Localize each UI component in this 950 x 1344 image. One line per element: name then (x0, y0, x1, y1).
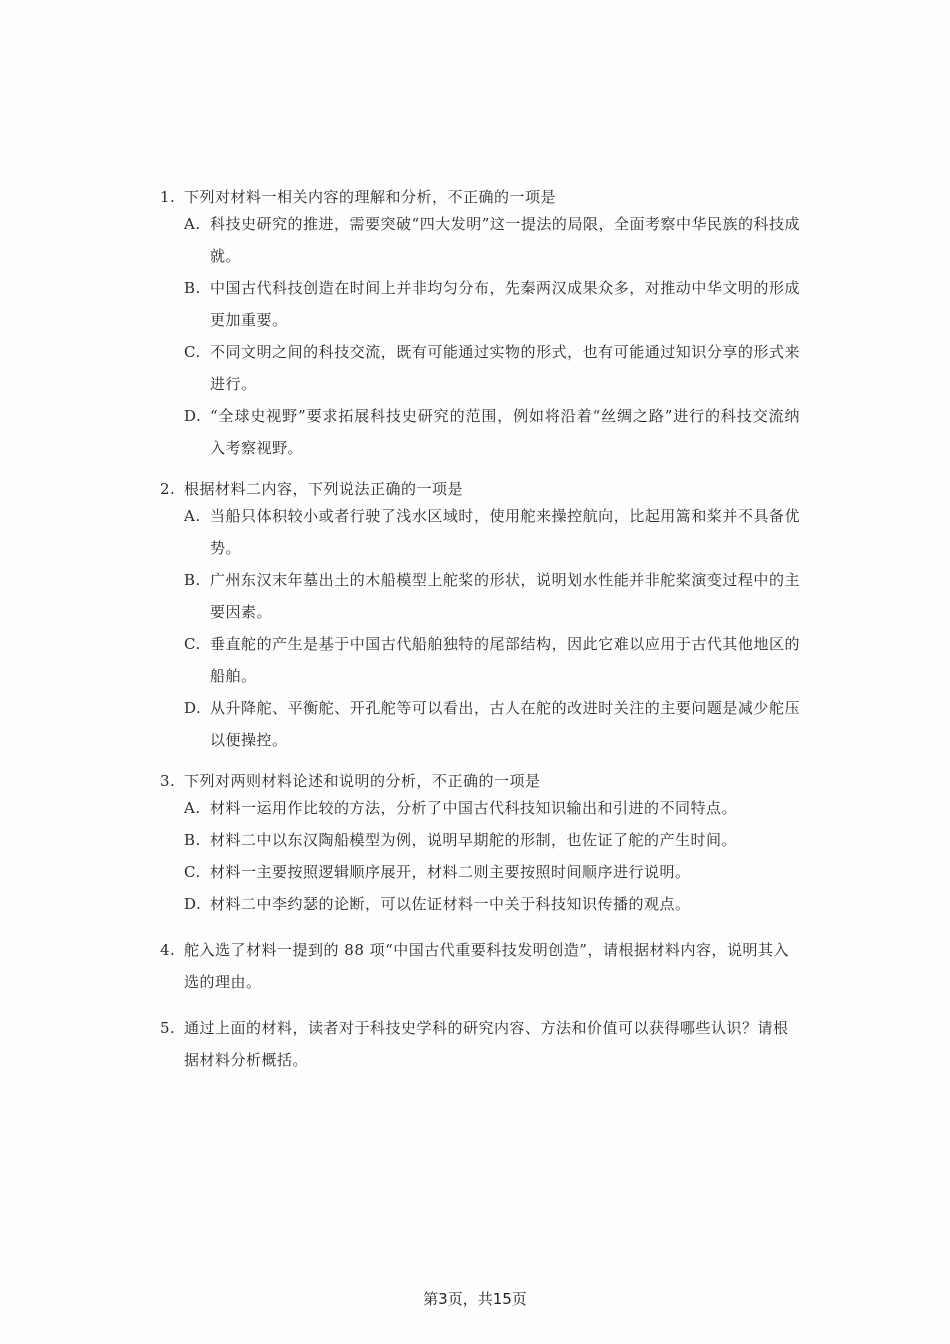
option-letter: B. (184, 571, 201, 589)
option-letter: C. (184, 635, 201, 653)
question-number: 5. (160, 1019, 176, 1037)
option-b (184, 824, 800, 856)
question-number: 2. (160, 480, 176, 498)
question-spacer (160, 920, 800, 934)
option-letter: D. (184, 699, 202, 717)
option-d (184, 400, 800, 464)
option-text: 不同文明之间的科技交流，既有可能通过实物的形式，也有可能通过知识分享的形式来进行。 (210, 343, 800, 393)
question-list (160, 186, 800, 1090)
option-text: 材料二中李约瑟的论断，可以佐证材料一中关于科技知识传播的观点。 (210, 895, 691, 913)
question-number: 3. (160, 772, 176, 790)
option-text: 材料二中以东汉陶船模型为例，说明早期舵的形制，也佐证了舵的产生时间。 (210, 831, 738, 849)
question-spacer (160, 998, 800, 1012)
option-letter: D. (184, 895, 202, 913)
option-text: 材料一主要按照逻辑顺序展开，材料二则主要按照时间顺序进行说明。 (210, 863, 691, 881)
question-spacer (160, 1076, 800, 1090)
option-a (184, 500, 800, 564)
option-letter: C. (184, 343, 201, 361)
question-1 (160, 186, 800, 464)
page-number: 第3页，共15页 (423, 1290, 527, 1308)
question-5 (160, 1012, 800, 1076)
option-text: 材料一运用作比较的方法，分析了中国古代科技知识输出和引进的不同特点。 (210, 799, 738, 817)
option-b (184, 564, 800, 628)
question-stem: 下列对材料一相关内容的理解和分析，不正确的一项是 (184, 188, 557, 206)
question-2 (160, 478, 800, 756)
option-c (184, 336, 800, 400)
option-c (184, 856, 800, 888)
option-a (184, 792, 800, 824)
question-stem: 根据材料二内容，下列说法正确的一项是 (184, 480, 464, 498)
option-c (184, 628, 800, 692)
option-letter: C. (184, 863, 201, 881)
option-text: 广州东汉末年墓出土的木船模型上舵桨的形状，说明划水性能并非舵桨演变过程中的主要因素。 (210, 571, 800, 621)
option-letter: A. (184, 215, 201, 233)
question-stem: 通过上面的材料，读者对于科技史学科的研究内容、方法和价值可以获得哪些认识？请根据材料分析概括。 (184, 1019, 789, 1069)
option-b (184, 272, 800, 336)
option-text: 从升降舵、平衡舵、开孔舵等可以看出，古人在舵的改进时关注的主要问题是减少舵压以便操控。 (210, 699, 800, 749)
question-number: 4. (160, 941, 176, 959)
question-stem: 舵入选了材料一提到的 88 项“中国古代重要科技发明创造”，请根据材料内容，说明其入选的理由。 (184, 941, 789, 991)
option-text: 垂直舵的产生是基于中国古代船舶独特的尾部结构，因此它难以应用于古代其他地区的船舶。 (210, 635, 800, 685)
option-letter: A. (184, 799, 201, 817)
question-stem: 下列对两则材料论述和说明的分析，不正确的一项是 (184, 772, 541, 790)
option-d (184, 692, 800, 756)
question-3 (160, 770, 800, 920)
question-spacer (160, 756, 800, 770)
option-letter: A. (184, 507, 201, 525)
option-text: 当船只体积较小或者行驶了浅水区域时，使用舵来操控航向，比起用篙和桨并不具备优势。 (210, 507, 800, 557)
option-text: 中国古代科技创造在时间上并非均匀分布，先秦两汉成果众多，对推动中华文明的形成更加重要。 (210, 279, 800, 329)
question-number: 1. (160, 188, 176, 206)
question-spacer (160, 464, 800, 478)
option-text: 科技史研究的推进，需要突破“四大发明”这一提法的局限，全面考察中华民族的科技成就。 (210, 215, 800, 265)
question-4 (160, 934, 800, 998)
option-letter: B. (184, 279, 201, 297)
option-text: “全球史视野”要求拓展科技史研究的范围，例如将沿着“丝绸之路”进行的科技交流纳入考察视野。 (210, 407, 800, 457)
option-letter: D. (184, 407, 202, 425)
option-d (184, 888, 800, 920)
option-a (184, 208, 800, 272)
option-letter: B. (184, 831, 201, 849)
